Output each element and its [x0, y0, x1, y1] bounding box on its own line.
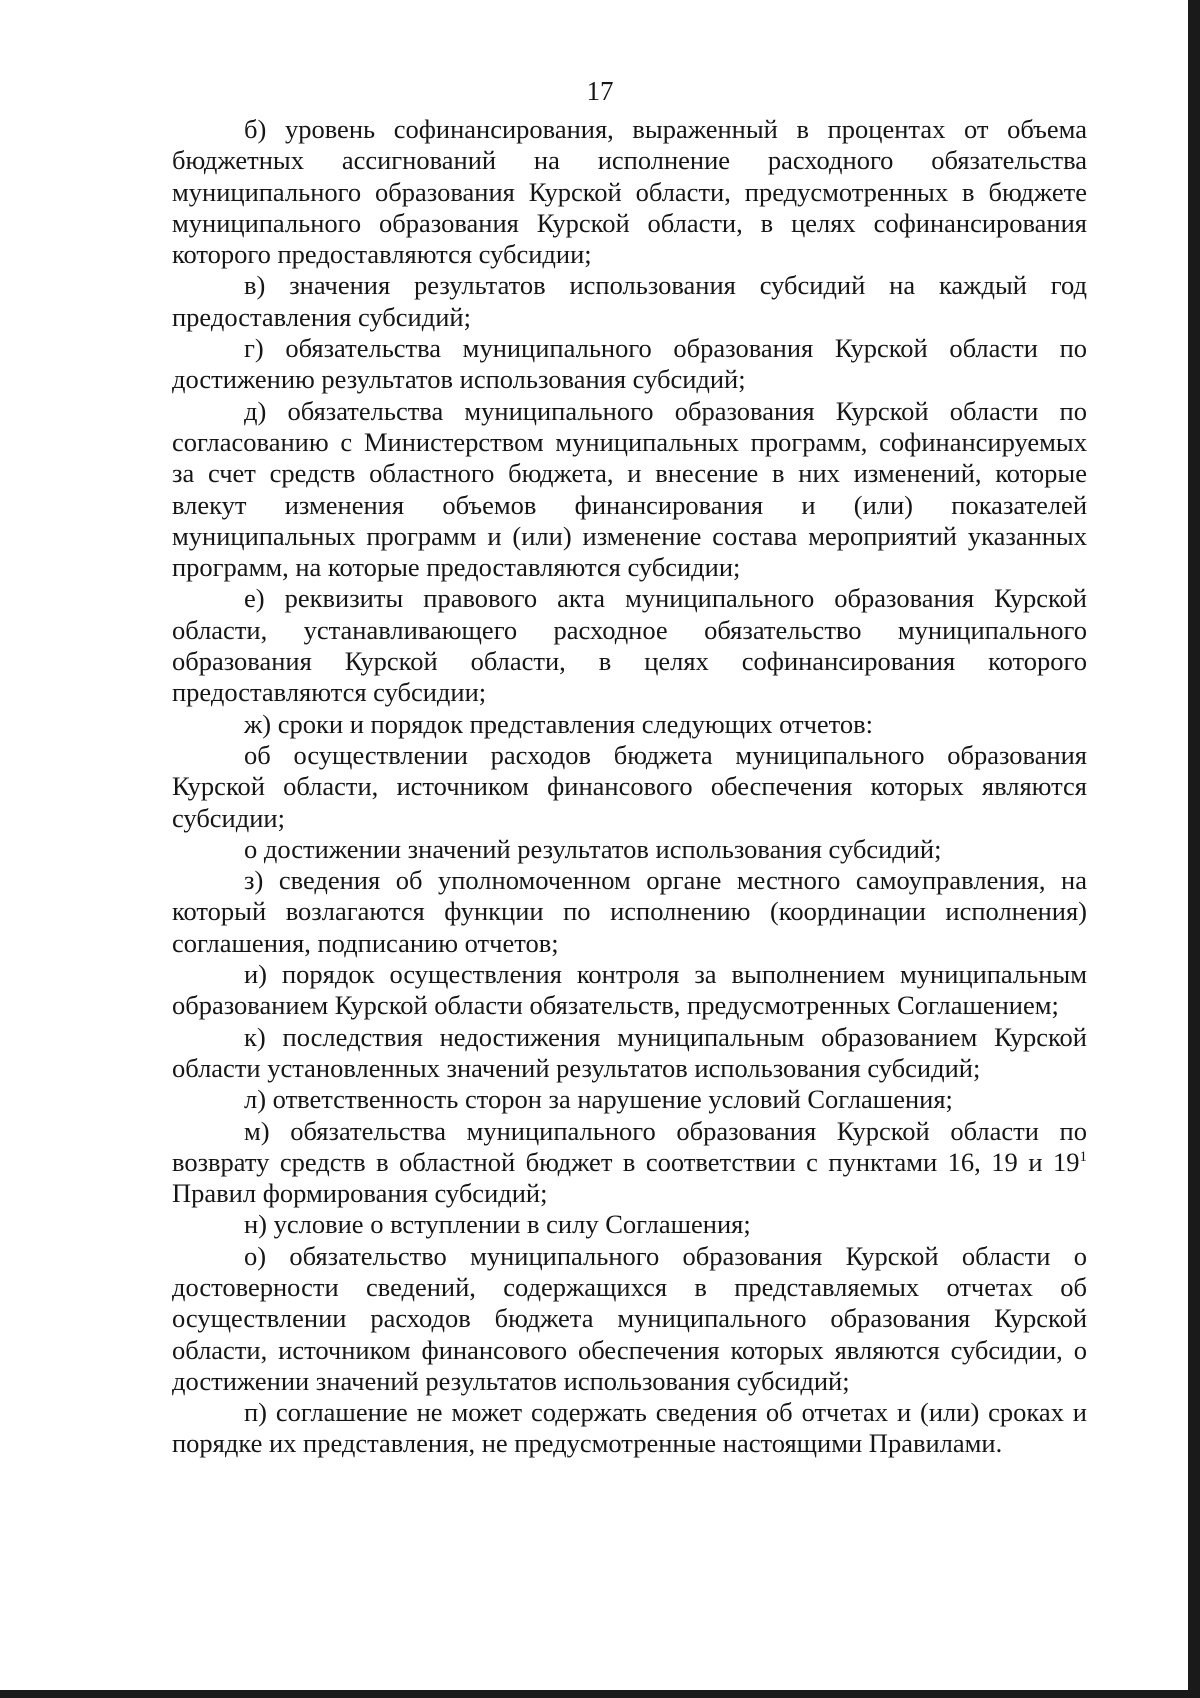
paragraph-n: н) условие о вступлении в силу Соглашения;: [244, 1209, 751, 1240]
paragraph-z: з) сведения об уполномоченном органе местного самоуправления, на который возлагаются функции по исполнению (координации исполнения) соглашения, подписанию отчетов;: [172, 865, 1087, 958]
paragraph-d: д) обязательства муниципального образования Курской области по согласованию с Министерством муниципальных программ, софинансируемых за счет средств областного бюджета, и внесение в них изменений, которые влекут изменения объемов финансирования и (или) показателей муниципальных программ и (или) изменение состава мероприятий указанных программ, на которые предоставляются субсидии;: [172, 395, 1087, 583]
paragraph-o: о) обязательство муниципального образования Курской области о достоверности сведений, содержащихся в представляемых отчетах об осуществлении расходов бюджета муниципального образования Курской области, источником финансового обеспечения которых являются субсидии, о достижении значений результатов использования субсидий;: [172, 1240, 1087, 1396]
scan-border-right: [1188, 0, 1200, 1698]
paragraph-zh-item-2: о достижении значений результатов использования субсидий;: [244, 833, 942, 864]
paragraph-i: и) порядок осуществления контроля за выполнением муниципальным образованием Курской области обязательств, предусмотренных Соглашением;: [172, 959, 1087, 1021]
paragraph-l: л) ответственность сторон за нарушение условий Соглашения;: [244, 1084, 953, 1115]
paragraph-b: б) уровень софинансирования, выраженный в процентах от объема бюджетных ассигнований на исполнение расходного обязательства муниципального образования Курской области, предусмотренных в бюджете муниципального образования Курской области, в целях софинансирования которого предоставляются субсидии;: [172, 114, 1087, 270]
scan-border-bottom: [0, 1690, 1200, 1698]
superscript-marker: 1: [1079, 1148, 1087, 1165]
paragraph-v: в) значения результатов использования субсидий на каждый год предоставления субсидий;: [172, 270, 1087, 332]
paragraph-p: п) соглашение не может содержать сведения об отчетах и (или) сроках и порядке их представления, не предусмотренные настоящими Правилами.: [172, 1397, 1087, 1459]
paragraph-k: к) последствия недостижения муниципальным образованием Курской области установленных значений результатов использования субсидий;: [172, 1021, 1087, 1083]
paragraph-m-text-end: Правил формирования субсидий;: [172, 1178, 548, 1209]
paragraph-zh-item-1: об осуществлении расходов бюджета муниципального образования Курской области, источником финансового обеспечения которых являются субсидии;: [172, 739, 1087, 833]
document-body: [172, 114, 1087, 1460]
paragraph-m-text: м) обязательства муниципального образования Курской области по возврату средств в областной бюджет в соответствии с пунктами 16, 19 и 19: [172, 1115, 1087, 1177]
paragraph-zh: ж) сроки и порядок представления следующих отчетов:: [244, 708, 874, 739]
page-number: 17: [586, 76, 614, 106]
paragraph-g: г) обязательства муниципального образования Курской области по достижению результатов использования субсидий;: [172, 333, 1087, 395]
paragraph-m: [172, 1116, 1087, 1210]
paragraph-e: е) реквизиты правового акта муниципального образования Курской области, устанавливающего расходное обязательство муниципального образования Курской области, в целях софинансирования которого предоставляются субсидии;: [172, 583, 1087, 708]
